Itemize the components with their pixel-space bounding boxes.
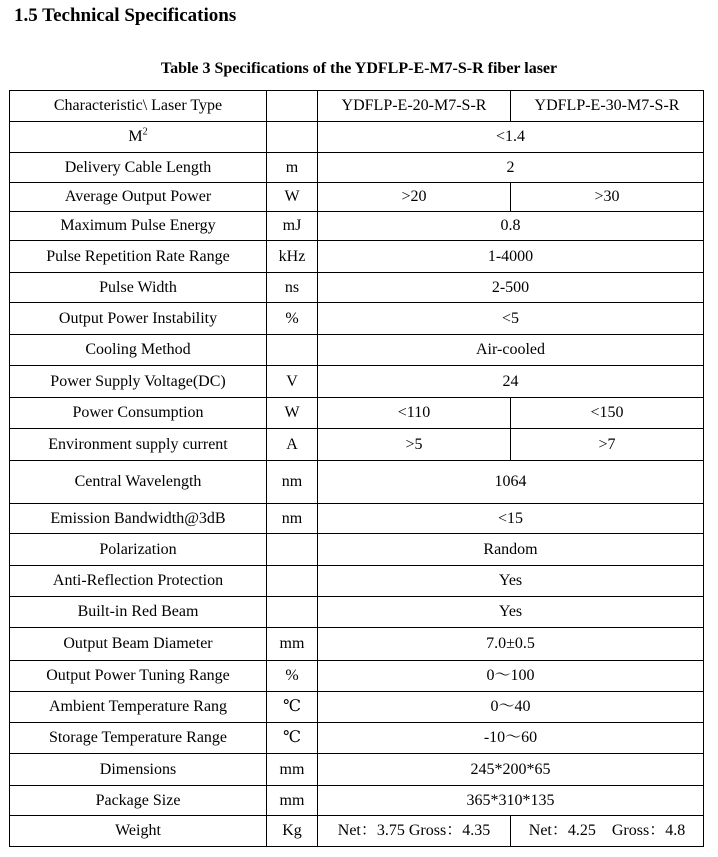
row-label: Power Consumption [10, 398, 267, 429]
table-row [10, 566, 704, 597]
table-row [10, 754, 704, 786]
row-unit: m [267, 153, 318, 183]
table-row [10, 534, 704, 566]
row-label: Cooling Method [10, 335, 267, 366]
row-unit [267, 597, 318, 628]
row-value: 245*200*65 [318, 754, 704, 786]
row-unit: W [267, 398, 318, 429]
row-unit: kHz [267, 241, 318, 273]
row-unit [267, 566, 318, 597]
row-value: <15 [318, 504, 704, 534]
row-value: <5 [318, 303, 704, 335]
row-unit: V [267, 366, 318, 398]
row-unit [267, 534, 318, 566]
row-label: Anti-Reflection Protection [10, 566, 267, 597]
table-row [10, 461, 704, 504]
row-value: 2 [318, 153, 704, 183]
row-value: Yes [318, 566, 704, 597]
row-unit [267, 335, 318, 366]
row-value-model-b: >30 [511, 183, 704, 212]
m2-label-superscript: 2 [142, 126, 148, 138]
table-row [10, 183, 704, 212]
row-unit: W [267, 183, 318, 212]
row-unit: mm [267, 786, 318, 816]
row-unit: A [267, 429, 318, 461]
specifications-table [9, 90, 704, 847]
characteristic-header: Characteristic\ Laser Type [10, 91, 267, 122]
row-label: Dimensions [10, 754, 267, 786]
m2-label-text: M [128, 128, 143, 145]
row-value-model-b: <150 [511, 398, 704, 429]
table-row [10, 429, 704, 461]
row-label: Output Power Tuning Range [10, 661, 267, 692]
table-row [10, 816, 704, 847]
table-row [10, 303, 704, 335]
row-value: 2-500 [318, 273, 704, 303]
row-value: 1064 [318, 461, 704, 504]
table-row [10, 398, 704, 429]
row-value: Yes [318, 597, 704, 628]
row-label: Built-in Red Beam [10, 597, 267, 628]
row-label: Emission Bandwidth@3dB [10, 504, 267, 534]
row-label: Power Supply Voltage(DC) [10, 366, 267, 398]
row-unit: nm [267, 461, 318, 504]
row-value: Air-cooled [318, 335, 704, 366]
row-value: 365*310*135 [318, 786, 704, 816]
table-row [10, 723, 704, 754]
row-value: 1-4000 [318, 241, 704, 273]
row-unit: mJ [267, 212, 318, 241]
row-value: 0～100 [318, 661, 704, 692]
table-row [10, 786, 704, 816]
row-label: Average Output Power [10, 183, 267, 212]
row-label: Pulse Width [10, 273, 267, 303]
row-label: Output Beam Diameter [10, 628, 267, 661]
row-value: 24 [318, 366, 704, 398]
row-value-model-b: Net：4.25 Gross：4.8 [511, 816, 704, 847]
row-unit: ℃ [267, 723, 318, 754]
row-label: Pulse Repetition Rate Range [10, 241, 267, 273]
table-row [10, 153, 704, 183]
table-row [10, 504, 704, 534]
row-value: -10～60 [318, 723, 704, 754]
row-label: Central Wavelength [10, 461, 267, 504]
row-value: 0.8 [318, 212, 704, 241]
row-label: Package Size [10, 786, 267, 816]
row-value-model-a: >5 [318, 429, 511, 461]
model-a-header: YDFLP-E-20-M7-S-R [318, 91, 511, 122]
row-value: <1.4 [318, 122, 704, 153]
row-value-model-a: Net：3.75 Gross：4.35 [318, 816, 511, 847]
row-value-model-b: >7 [511, 429, 704, 461]
row-label-m2 [10, 122, 267, 153]
table-row [10, 212, 704, 241]
table-row [10, 366, 704, 398]
row-value-model-a: <110 [318, 398, 511, 429]
row-label: Weight [10, 816, 267, 847]
row-label: Ambient Temperature Rang [10, 692, 267, 723]
row-label: Environment supply current [10, 429, 267, 461]
row-label: Delivery Cable Length [10, 153, 267, 183]
row-unit: nm [267, 504, 318, 534]
row-unit: Kg [267, 816, 318, 847]
table-row [10, 273, 704, 303]
row-value: 0～40 [318, 692, 704, 723]
row-unit: % [267, 303, 318, 335]
row-unit: ℃ [267, 692, 318, 723]
row-unit: mm [267, 754, 318, 786]
table-row [10, 692, 704, 723]
row-value: Random [318, 534, 704, 566]
table-row [10, 628, 704, 661]
table-caption: Table 3 Specifications of the YDFLP-E-M7-S-R fiber laser [160, 60, 558, 77]
model-b-header: YDFLP-E-30-M7-S-R [511, 91, 704, 122]
row-label: Storage Temperature Range [10, 723, 267, 754]
table-header-row [10, 91, 704, 122]
row-label: Polarization [10, 534, 267, 566]
table-row [10, 661, 704, 692]
row-value-model-a: >20 [318, 183, 511, 212]
unit-header [267, 91, 318, 122]
row-label: Maximum Pulse Energy [10, 212, 267, 241]
table-row [10, 122, 704, 153]
row-value: 7.0±0.5 [318, 628, 704, 661]
row-unit: ns [267, 273, 318, 303]
table-row [10, 241, 704, 273]
row-label: Output Power Instability [10, 303, 267, 335]
table-row [10, 335, 704, 366]
table-row [10, 597, 704, 628]
row-unit: % [267, 661, 318, 692]
row-unit: mm [267, 628, 318, 661]
row-unit [267, 122, 318, 153]
section-heading: 1.5 Technical Specifications [14, 5, 237, 26]
